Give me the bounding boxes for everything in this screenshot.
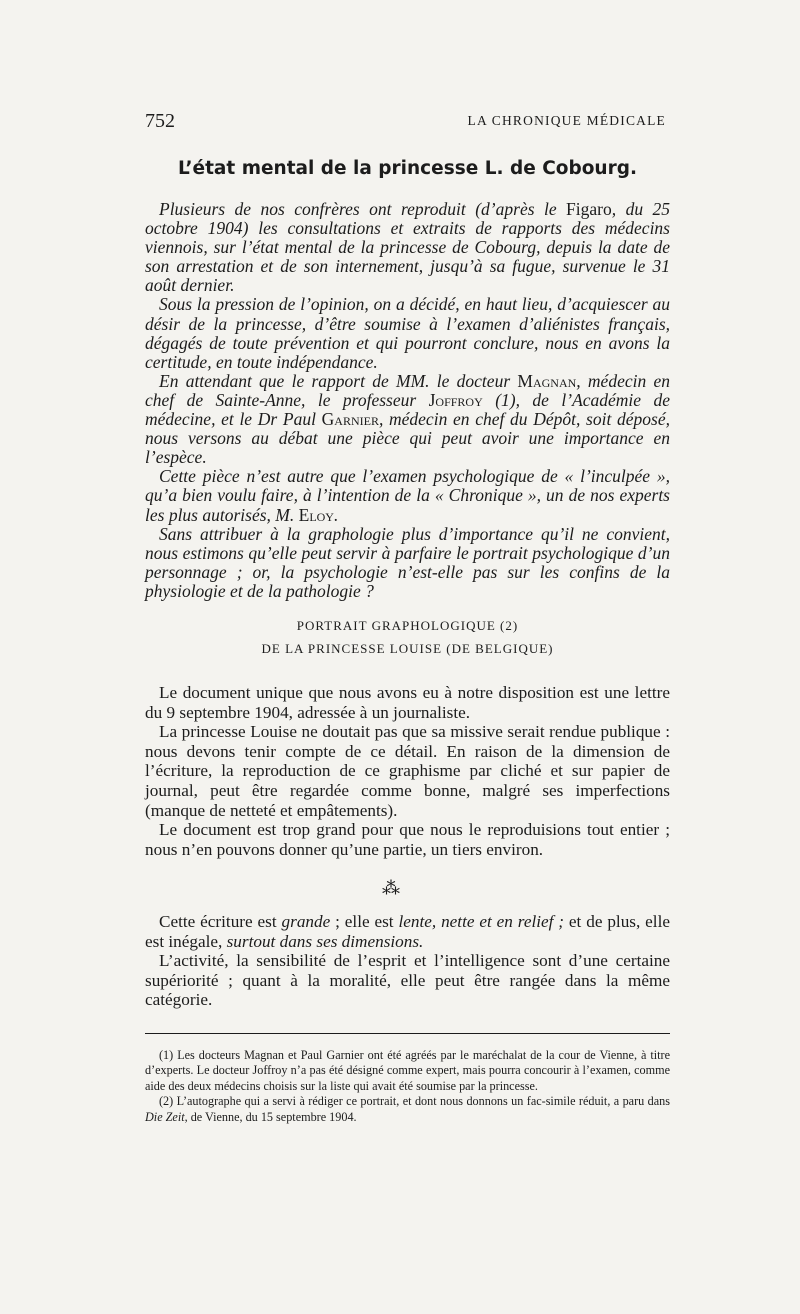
- intro-paragraph-4: [145, 467, 670, 524]
- body-paragraph-3: Le document est trop grand pour que nous le reproduisions tout entier ; nous n’en pouvons donner qu’une partie, un tiers environ.: [145, 820, 670, 859]
- page-header: [145, 106, 670, 136]
- emphasis: lente, nette et en relief ;: [398, 912, 565, 931]
- text-run: , du 25 octobre 1904) les consultations et extraits de rapports des médecins viennois, sur l’état mental de la princesse de Cobourg, depuis la date de son arrestation et de son internement, jusqu’à sa fugue, survenue le 31 août dernier.: [145, 199, 671, 296]
- body2-paragraph-1: [145, 912, 670, 951]
- page-number: 752: [145, 109, 175, 132]
- text-run: ; elle est: [330, 912, 399, 931]
- text-run: (2) L’autographe qui a servi à rédiger ce portrait, et dont nous donnons un fac-simile réduit, a paru dans: [159, 1094, 670, 1109]
- text-run: , médecin en chef du Dépôt, soit déposé, nous versons au débat une pièce qui peut avoir une importance en l’espèce.: [145, 409, 670, 468]
- body-paragraph-2: La princesse Louise ne doutait pas que sa missive serait rendue publique : nous devons tenir compte de ce détail. En raison de la dimension de l’écriture, la reproduction de ce graphisme par cliché et sur papier de journal, peut être regardée comme bonne, malgré ses imperfections (manque de netteté et empâtements).: [145, 722, 670, 820]
- text-run: , de Vienne, du 15 septembre 1904.: [184, 1109, 357, 1124]
- text-run: Sous la pression de l’opinion, on a décidé, en haut lieu, d’acquiescer au désir de la princesse, d’être soumise à l’examen d’aliénistes français, dégagés de toute prévention et qui pourront conclure, nous en avons la certitude, en toute indépendance.: [145, 294, 670, 372]
- text-run: Cette écriture est: [159, 912, 282, 931]
- person-name: Joffroy: [428, 389, 483, 410]
- newspaper-name: Figaro: [566, 199, 612, 219]
- intro-paragraph-5: [145, 525, 670, 601]
- text-run: Plusieurs de nos confrères ont reproduit (d’après le: [159, 199, 567, 219]
- intro-paragraph-2: [145, 295, 670, 371]
- emphasis: grande: [281, 912, 331, 931]
- body2-paragraph-2: L’activité, la sensibilité de l’esprit et l’intelligence sont d’une certaine supériorité ; quant à la moralité, elle peut être rangée dans la même catégorie.: [145, 951, 670, 1010]
- text-run: En attendant que le rapport de MM. le docteur: [159, 370, 518, 391]
- footnote-2: [145, 1094, 670, 1125]
- intro-paragraph-1: [145, 200, 670, 295]
- text-run: (1), de l’Académie de médecine, et le Dr Paul: [145, 389, 671, 430]
- section-heading-line-1: PORTRAIT GRAPHOLOGIQUE (2): [296, 618, 519, 633]
- footnote-1: (1) Les docteurs Magnan et Paul Garnier ont été agréés par le maréchalat de la cour de Vienne, à titre d’experts. Le docteur Joffroy n’a pas été désigné comme expert, mais pourra concourir à l’examen, comme aide des deux médecins choisis sur la liste qui avait été soumise par la princesse.: [145, 1048, 670, 1093]
- intro-paragraph-3: [145, 372, 670, 467]
- footnotes: [145, 1048, 670, 1125]
- running-head: LA CHRONIQUE MÉDICALE: [467, 113, 666, 128]
- person-name: Magnan: [517, 370, 577, 391]
- text-run: et de plus, elle est inégale,: [145, 912, 670, 951]
- text-run: , médecin en chef de Sainte-Anne, le professeur: [145, 370, 670, 410]
- person-name: Eloy: [298, 504, 334, 525]
- section-heading-line-2: DE LA PRINCESSE LOUISE (DE BELGIQUE): [261, 641, 554, 656]
- text-run: Sans attribuer à la graphologie plus d’importance qu’il ne convient, nous estimons qu’elle peut servir à parfaire le portrait psychologique d’un personnage ; or, la psychologie n’est-elle pas sur les confins de la physiologie et de la pathologie ?: [145, 523, 670, 601]
- newspaper-name: Die Zeit: [145, 1109, 185, 1124]
- intro-section: [145, 200, 670, 601]
- asterism: ⁂: [382, 878, 400, 899]
- text-run: .: [333, 504, 339, 525]
- body-section: [145, 683, 670, 859]
- emphasis: surtout dans ses dimensions.: [226, 931, 424, 951]
- article-title: L’état mental de la princesse L. de Cobourg.: [177, 158, 637, 179]
- body-section-2: [145, 912, 670, 1010]
- text-run: Cette pièce n’est autre que l’examen psychologique de « l’inculpée », qu’a bien voulu faire, à l’intention de la « Chronique », un de nos experts les plus autorisés, M.: [145, 466, 670, 525]
- body-paragraph-1: Le document unique que nous avons eu à notre disposition est une lettre du 9 septembre 1904, adressée à un journaliste.: [145, 683, 670, 722]
- footnote-rule: [145, 1033, 670, 1034]
- person-name: Garnier: [321, 409, 379, 430]
